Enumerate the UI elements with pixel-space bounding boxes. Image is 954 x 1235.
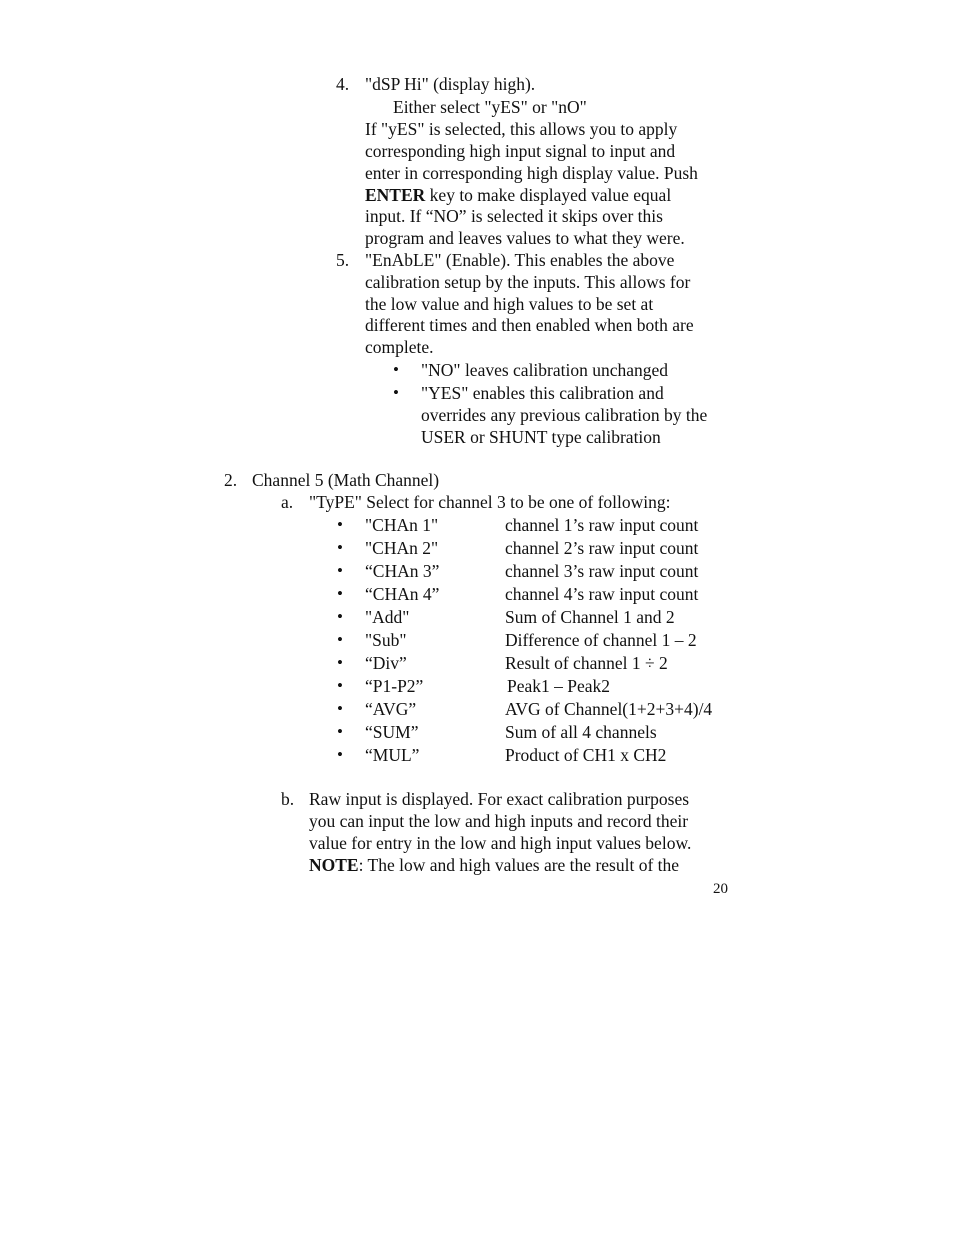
sub-b-line: you can input the low and high inputs and record their [309, 811, 689, 831]
item-4-line: program and leaves values to what they were. [365, 228, 685, 248]
item-4-title: "dSP Hi" (display high). [365, 74, 536, 94]
type-description: Sum of all 4 channels [505, 722, 657, 742]
type-code: “CHAn 4” [365, 584, 440, 604]
bullet-icon [393, 359, 399, 381]
item-5-line: different times and then enabled when both are [365, 315, 694, 335]
item-4-line: enter in corresponding high display value. Push [365, 163, 698, 183]
bullet-icon [393, 382, 399, 404]
type-description: channel 1’s raw input count [505, 515, 699, 535]
item-4-number: 4. [336, 74, 350, 94]
bullet-icon [337, 537, 343, 559]
note-line [309, 854, 679, 876]
item-5-line: calibration setup by the inputs. This allows for [365, 272, 691, 292]
bullet-icon [337, 514, 343, 536]
type-code: “AVG” [365, 699, 417, 719]
type-description: Result of channel 1 ÷ 2 [505, 653, 668, 673]
bullet-icon [337, 721, 343, 743]
page-number: 20 [713, 881, 728, 897]
enable-option-line: "NO" leaves calibration unchanged [421, 360, 669, 380]
type-description: channel 4’s raw input count [505, 584, 699, 604]
note-rest: : The low and high values are the result of the [358, 855, 680, 875]
enable-option-line: "YES" enables this calibration and [421, 383, 664, 403]
bullet-icon [337, 744, 343, 766]
sub-a-label: a. [281, 492, 294, 512]
note-label: NOTE [309, 855, 359, 875]
sub-a-text: "TyPE" Select for channel 3 to be one of following: [309, 492, 671, 512]
enter-line-rest: key to make displayed value equal [425, 185, 672, 205]
item-4-line: If "yES" is selected, this allows you to apply [365, 119, 678, 139]
item-5-line: complete. [365, 337, 434, 357]
bullet-icon [337, 583, 343, 605]
enable-option-line: USER or SHUNT type calibration [421, 427, 661, 447]
item-5-line: the low value and high values to be set at [365, 294, 654, 314]
type-code: "Add" [365, 607, 410, 627]
bullet-icon [337, 652, 343, 674]
type-code: "Sub" [365, 630, 407, 650]
type-code: “Div” [365, 653, 407, 673]
bullet-icon [337, 698, 343, 720]
item-4-line: corresponding high input signal to input and [365, 141, 676, 161]
type-code: "CHAn 2" [365, 538, 439, 558]
type-code: “MUL” [365, 745, 420, 765]
bullet-icon [337, 629, 343, 651]
type-description: AVG of Channel(1+2+3+4)/4 [505, 699, 713, 719]
section-2-number: 2. [224, 470, 238, 490]
sub-b-line: value for entry in the low and high input values below. [309, 833, 692, 853]
bullet-icon [337, 675, 343, 697]
enable-option-line: overrides any previous calibration by the [421, 405, 708, 425]
bullet-icon [337, 560, 343, 582]
item-4-enter-line [365, 184, 671, 206]
item-5-line: "EnAbLE" (Enable). This enables the above [365, 250, 675, 270]
section-2-title: Channel 5 (Math Channel) [252, 470, 440, 490]
type-code: "CHAn 1" [365, 515, 439, 535]
type-description: Sum of Channel 1 and 2 [505, 607, 675, 627]
type-description: channel 2’s raw input count [505, 538, 699, 558]
type-description: Peak1 – Peak2 [507, 676, 611, 696]
enter-key-label: ENTER [365, 185, 426, 205]
item-4-line: input. If “NO” is selected it skips over this [365, 206, 663, 226]
sub-b-line: Raw input is displayed. For exact calibration purposes [309, 789, 690, 809]
type-description: channel 3’s raw input count [505, 561, 699, 581]
type-code: “P1-P2” [365, 676, 424, 696]
type-description: Difference of channel 1 – 2 [505, 630, 697, 650]
bullet-icon [337, 606, 343, 628]
item-5-number: 5. [336, 250, 350, 270]
type-code: “CHAn 3” [365, 561, 440, 581]
type-code: “SUM” [365, 722, 419, 742]
item-4-sub: Either select "yES" or "nO" [393, 97, 587, 117]
sub-b-label: b. [281, 789, 295, 809]
type-description: Product of CH1 x CH2 [505, 745, 667, 765]
